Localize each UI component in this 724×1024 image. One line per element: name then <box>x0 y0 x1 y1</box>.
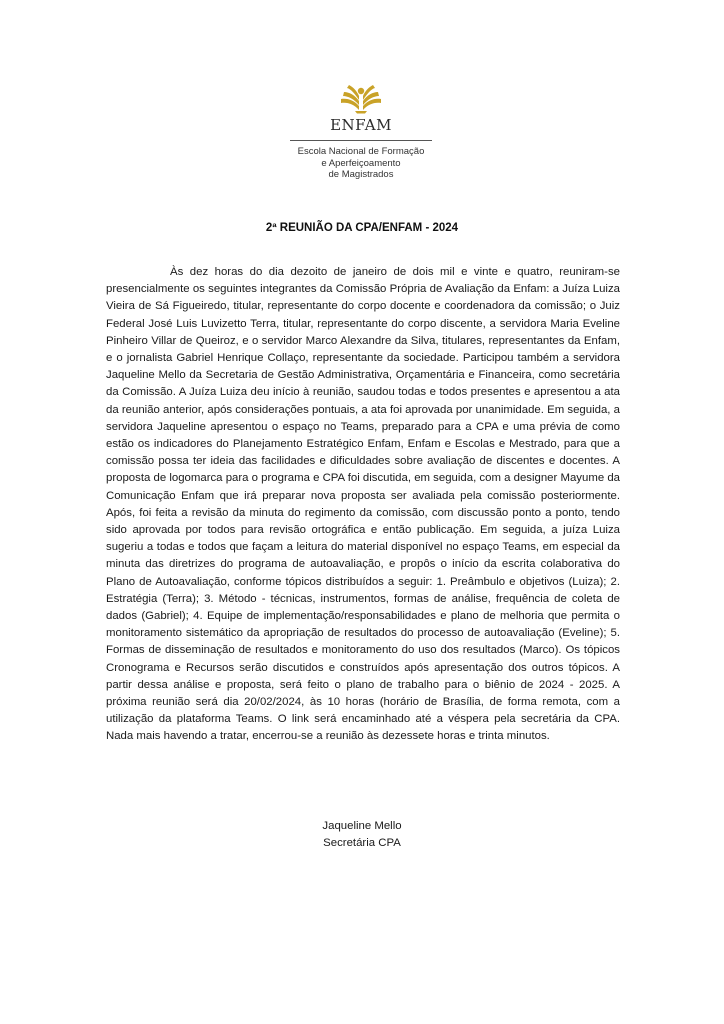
document-title: 2ª REUNIÃO DA CPA/ENFAM - 2024 <box>265 222 459 234</box>
institution-name <box>286 146 436 181</box>
signatory-name: Jaqueline Mello <box>322 820 402 832</box>
logo-divider <box>290 140 432 141</box>
institution-line: e Aperfeiçoamento <box>321 157 401 169</box>
institution-line: de Magistrados <box>328 169 394 180</box>
institution-line: Escola Nacional de Formação <box>297 146 425 157</box>
minutes-paragraph: Às dez horas do dia dezoito de janeiro de dois mil e vinte e quatro, reuniram-se presencialmente os seguintes integrantes da Comissão Própria de Avaliação da Enfam: a Juíza Luiza Vieira de Sá Figueiredo, titular, representante do corpo docente e coordenadora da comissão; o Juiz Federal José Luis Luvizetto Terra, titular, representante do corpo discente, a servidora Maria Eveline Pinheiro Villar de Queiroz, e o servidor Marco Alexandre da Silva, titulares, representantes da Enfam, e o jornalista Gabriel Henrique Collaço, representante da sociedade. Participou também a servidora Jaqueline Mello da Secretaria de Gestão Administrativa, Orçamentária e Financeira, como secretária da Comissão. A Juíza Luiza deu início à reunião, saudou todas e todos presentes e apresentou a ata da reunião anterior, após considerações pontuais, a ata foi aprovada por unanimidade. Em seguida, a servidora Jaqueline apresentou o espaço no Teams, preparado para a CPA e uma prévia de como estão os indicadores do Planejamento Estratégico Enfam, Enfam e Escolas e Mestrado, para que a comissão possa ter ideia das facilidades e dificuldades sobre avaliação de discentes e docentes. A proposta de logomarca para o programa e CPA foi discutida, em seguida, com a designer Mayume da Comunicação Enfam que irá preparar nova proposta ser avaliada pela comissão posteriormente. Após, foi feita a revisão da minuta do regimento da comissão, com discussão ponto a ponto, tendo sido aprovada por todos para revisão ortográfica e então publicação. Em seguida, a juíza Luiza sugeriu a todas e todos que façam a leitura do material disponível no espaço Teams, em especial da minuta das diretrizes do programa de autoavaliação, e propôs o início da escrita colaborativa do Plano de Autoavaliação, conforme tópicos distribuídos a seguir: 1. Preâmbulo e objetivos (Luiza); 2. Estratégia (Terra); 3. Método - técnicas, instrumentos, formas de análise, frequência de coleta de dados (Gabriel); 4. Equipe de implementação/responsabilidades e plano de melhoria que permita o monitoramento sistemático da apropriação de resultados do processo de autoavaliação (Eveline); 5. Formas de disseminação de resultados e monitoramento do uso dos resultados (Marco). Os tópicos Cronograma e Recursos serão discutidos e construídos após apresentação dos outros tópicos. A partir dessa análise e proposta, será feito o plano de trabalho para o biênio de 2024 - 2025. A próxima reunião será dia 20/02/2024, às 10 horas (horário de Brasília, de forma remota, com a utilização da plataforma Teams. O link será encaminhado até a véspera pela secretária da CPA. Nada mais havendo a tratar, encerrou-se a reunião às dezessete horas e trinta minutos. <box>106 266 620 743</box>
enfam-logo <box>286 80 436 180</box>
logo-name: ENFAM <box>330 116 392 134</box>
open-book-with-figure-icon <box>338 80 384 114</box>
signatory-role: Secretária CPA <box>323 837 401 849</box>
signature-block <box>0 818 724 852</box>
minutes-body <box>106 264 620 746</box>
